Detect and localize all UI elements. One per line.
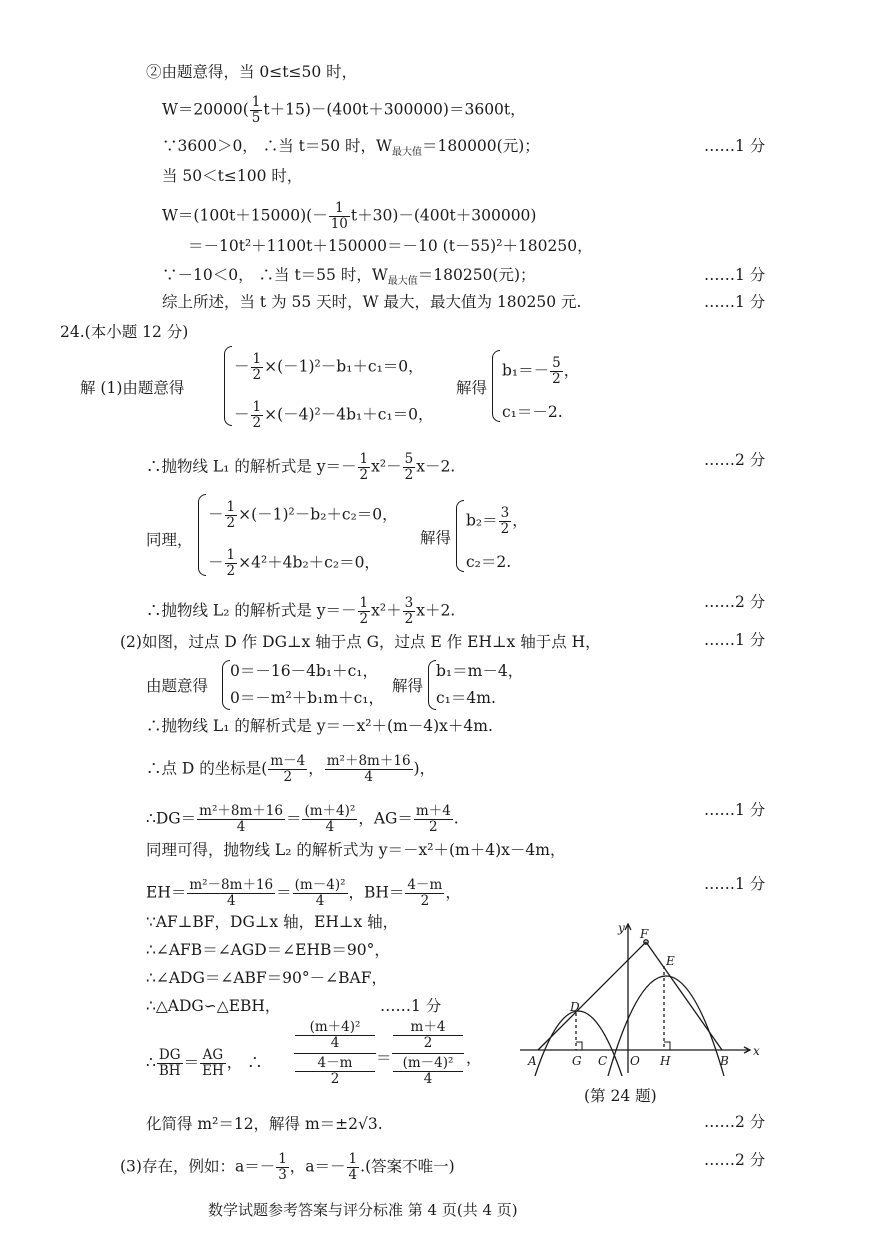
fraction (225, 500, 238, 531)
numerator: 1 (252, 351, 262, 367)
denominator: 2 (359, 611, 369, 627)
score-mark: ……1 分 (704, 875, 766, 893)
denominator: 10 (330, 216, 348, 232)
score-mark: ……2 分 (704, 451, 766, 469)
fraction (358, 596, 371, 627)
formula-text: ×(－4)²－4b₁＋c₁＝0， (264, 405, 434, 424)
formula-text: b₁＝－ (502, 361, 550, 380)
formula-line (146, 596, 455, 627)
label-d: D (570, 1000, 580, 1014)
denominator: 4 (364, 769, 373, 785)
formula-text: ×4²＋4b₂＋c₂＝0， (238, 553, 380, 572)
text-line: ∴△ADG∽△EBH， (146, 997, 281, 1015)
fraction (403, 596, 416, 627)
fraction (393, 1056, 463, 1087)
parabola-figure (510, 918, 760, 1078)
numerator: (m－4)² (393, 1056, 463, 1072)
solution-row: c₁＝－2. (502, 403, 563, 421)
text-line: 综上所述，当 t 为 55 天时，W 最大，最大值为 180250 元. (162, 293, 582, 311)
formula-text: ， (512, 511, 528, 530)
denominator: 3 (278, 1167, 287, 1183)
formula-line (162, 95, 526, 126)
formula-text: ，BH＝ (348, 883, 405, 902)
denominator: 5 (251, 110, 261, 126)
fraction (329, 201, 350, 232)
formula-text: x－2. (416, 457, 456, 476)
text-line: ∵AF⊥BF，DG⊥x 轴，EH⊥x 轴， (146, 913, 399, 931)
numerator: m²＋8m＋16 (199, 803, 283, 819)
text-line: 由题意得 (146, 677, 209, 695)
fraction (414, 804, 453, 835)
denominator: 2 (500, 521, 510, 537)
formula-text: ，AG＝ (358, 809, 413, 828)
formula-line (120, 1152, 455, 1183)
denominator: 4 (348, 1167, 358, 1183)
label-h: H (660, 1054, 671, 1068)
numerator: 1 (278, 1151, 287, 1167)
formula-text: )， (413, 759, 436, 778)
formula-line (162, 136, 540, 163)
denominator: 2 (404, 611, 414, 627)
right-angle-g (576, 1042, 582, 1050)
text-line: 解 (1)由题意得 (80, 379, 185, 397)
label-f: F (640, 927, 649, 941)
formula-line: 同理可得，抛物线 L₂ 的解析式为 y＝－x²＋(m＋4)x－4m， (146, 841, 566, 859)
formula-line (146, 804, 459, 835)
text-line: 解得 (392, 677, 424, 695)
formula-text: ×(－1)²－b₂＋c₂＝0， (238, 505, 398, 524)
numerator: 1 (348, 1151, 358, 1167)
fraction (197, 804, 285, 835)
label-b: B (720, 1054, 729, 1068)
equation-row: － $\frac{1}{2}$ ×(－4)²－4b₁＋c₁＝0， (234, 399, 434, 431)
denominator: 4 (226, 893, 236, 909)
denominator: 2 (359, 467, 369, 483)
formula-text: ×(－1)²－b₁＋c₁＝0， (264, 357, 424, 376)
numerator: 3 (404, 595, 414, 611)
numerator: 1 (329, 201, 350, 217)
fraction (393, 1020, 463, 1051)
formula-text: ， ∴ (226, 1053, 263, 1072)
formula-text: ， (445, 883, 461, 902)
formula-text: . (453, 809, 459, 828)
formula-text: EH＝ (146, 883, 187, 902)
fraction (295, 1020, 375, 1051)
text-line: 当 50＜t≤100 时， (162, 167, 303, 185)
denominator: 2 (429, 819, 438, 835)
text-line: 解得 (456, 379, 488, 397)
denominator: 4 (325, 819, 335, 835)
equation-row: － $\frac{1}{2}$ ×4²＋4b₂＋c₂＝0， (208, 547, 380, 579)
question-title: 24.(本小题 12 分) (60, 323, 189, 341)
main-fraction-bar (392, 1053, 464, 1054)
formula-text: ＝ (183, 1053, 200, 1072)
formula-text: ∴抛物线 L₁ 的解析式是 y＝－ (146, 457, 357, 476)
fraction (225, 548, 238, 579)
score-mark: ……1 分 (380, 997, 442, 1015)
numerator: 1 (226, 547, 236, 563)
fraction (302, 804, 357, 835)
formula-line: ＝－10t²＋1100t＋150000＝－10 (t－55)²＋180250， (188, 237, 593, 255)
score-mark: ……1 分 (704, 801, 766, 819)
fraction (157, 1048, 183, 1079)
formula-text: (3)存在，例如：a＝－ (120, 1157, 276, 1176)
numerator: (m－4)² (294, 877, 346, 893)
line-af (538, 942, 646, 1050)
left-brace (492, 350, 500, 422)
numerator: m²＋8m＋16 (326, 753, 411, 769)
ratio-equation (146, 1048, 263, 1079)
formula-text: ， (308, 759, 324, 778)
fraction (295, 1056, 375, 1087)
score-mark: ……2 分 (704, 1151, 766, 1169)
numerator: 3 (500, 505, 510, 521)
label-c: C (598, 1054, 608, 1068)
score-mark: ……1 分 (704, 266, 766, 284)
formula-text: ＝180000(元)； (421, 137, 540, 155)
formula-text: b₂＝ (466, 511, 498, 530)
formula-text: ∴抛物线 L₂ 的解析式是 y＝－ (146, 601, 357, 620)
formula-text: t＋15)－(400t＋300000)＝3600t， (263, 100, 526, 119)
formula-text: ∴DG＝ (146, 809, 197, 828)
compound-fraction-left (294, 1020, 376, 1087)
fraction (405, 878, 444, 909)
numerator: (m＋4)² (295, 1020, 375, 1036)
numerator: 1 (359, 451, 369, 467)
fraction (325, 754, 413, 785)
formula-text: t＋30)－(400t＋300000) (350, 206, 537, 225)
text-line: 同理， (146, 531, 193, 549)
label-a: A (528, 1054, 537, 1068)
label-o: O (630, 1054, 640, 1068)
fraction (499, 506, 512, 537)
numerator: m²－8m＋16 (189, 877, 274, 893)
denominator: 2 (404, 467, 414, 483)
figure-caption: (第 24 题) (584, 1087, 657, 1105)
denominator: 2 (252, 415, 262, 431)
score-mark: ……1 分 (704, 631, 766, 649)
numerator: AG (200, 1048, 226, 1064)
formula-line (146, 754, 435, 785)
equation-row: 0＝－m²＋b₁m＋c₁， (230, 689, 385, 707)
fraction (200, 1048, 226, 1079)
text-line: (2)如图，过点 D 作 DG⊥x 轴于点 G，过点 E 作 EH⊥x 轴于点 H， (120, 633, 601, 651)
text-line: ②由题意得，当 0≤t≤50 时， (146, 63, 358, 81)
formula-text: ∵3600＞0， ∴当 t＝50 时，W (162, 137, 392, 155)
left-brace (456, 500, 464, 572)
formula-text: ＝ (276, 883, 292, 902)
numerator: 1 (251, 94, 261, 110)
numerator: 4－m (295, 1056, 375, 1072)
equation-row: － $\frac{1}{2}$ ×(－1)²－b₁＋c₁＝0， (234, 351, 424, 383)
numerator: 5 (404, 451, 414, 467)
solution-row: c₁＝4m. (436, 689, 496, 707)
fraction (187, 878, 275, 909)
equation-row: － $\frac{1}{2}$ ×(－1)²－b₂＋c₂＝0， (208, 499, 398, 531)
denominator: 4 (423, 1071, 433, 1087)
fraction (550, 356, 563, 387)
formula-text: x＋2. (416, 601, 456, 620)
denominator: 2 (226, 515, 236, 531)
subscript: 最大值 (387, 276, 418, 288)
score-mark: ……1 分 (704, 137, 766, 155)
formula-text: .(答案不唯一) (360, 1157, 455, 1176)
denominator: 2 (420, 893, 430, 909)
fraction (293, 878, 348, 909)
solution-row: c₂＝2. (466, 553, 512, 571)
numerator: m＋4 (393, 1020, 463, 1036)
denominator: 2 (330, 1071, 340, 1087)
fraction (276, 1152, 289, 1183)
formula-line (162, 201, 536, 232)
solution-row (502, 356, 579, 387)
left-brace (222, 660, 230, 710)
numerator: (m＋4)² (304, 803, 356, 819)
formula-text: ∵－10＜0， ∴当 t＝55 时，W (162, 266, 388, 284)
denominator: 2 (226, 563, 236, 579)
fraction (250, 95, 263, 126)
score-mark: ……2 分 (704, 1113, 766, 1131)
denominator: 2 (283, 769, 293, 785)
fraction (251, 400, 264, 431)
compound-fraction-right (392, 1020, 464, 1087)
formula-text: ， (563, 361, 580, 380)
formula-line (146, 452, 455, 483)
numerator: 4－m (407, 877, 443, 893)
formula-text: ＝ (285, 809, 302, 828)
left-brace (428, 660, 436, 710)
formula-text: ＝180250(元)； (417, 266, 536, 284)
right-angle-h (664, 1042, 670, 1050)
numerator: 1 (252, 399, 262, 415)
fraction (268, 754, 307, 785)
fraction (251, 352, 264, 383)
formula-line: 化简得 m²＝12，解得 m＝±2√3. (146, 1115, 383, 1133)
numerator: 1 (226, 499, 236, 515)
denominator: EH (202, 1063, 224, 1079)
formula-line: ∴抛物线 L₁ 的解析式是 y＝－x²＋(m－4)x＋4m. (146, 717, 493, 735)
text-line: ∴∠ADG＝∠ABF＝90°－∠BAF， (146, 969, 387, 987)
formula-text: W＝20000( (162, 100, 249, 119)
formula-text: x²－ (371, 457, 402, 476)
fraction (358, 452, 371, 483)
formula-text: ， (466, 1049, 482, 1067)
page-footer: 数学试题参考答案与评分标准 第 4 页(共 4 页) (208, 1201, 518, 1219)
denominator: BH (158, 1063, 181, 1079)
text-line: ∴∠AFB＝∠AGD＝∠EHB＝90°， (146, 941, 390, 959)
formula-line (162, 265, 536, 292)
formula-text: W＝(100t＋15000)(－ (162, 206, 328, 225)
label-x: x (753, 1044, 760, 1058)
left-brace (198, 494, 206, 576)
numerator: m－4 (270, 753, 306, 769)
numerator: DG (157, 1048, 183, 1064)
formula-text: ＝ (376, 1049, 392, 1067)
main-fraction-bar (294, 1053, 376, 1054)
solution-row: b₁＝m－4， (436, 662, 524, 680)
denominator: 4 (236, 819, 246, 835)
formula-line (146, 878, 461, 909)
score-mark: ……1 分 (704, 293, 766, 311)
denominator: 2 (252, 367, 262, 383)
fraction (403, 452, 416, 483)
text-line: 解得 (420, 529, 452, 547)
formula-text: x²＋ (371, 601, 402, 620)
subscript: 最大值 (391, 147, 422, 159)
solution-row (466, 506, 528, 537)
left-brace (224, 346, 232, 426)
score-mark: ……2 分 (704, 593, 766, 611)
denominator: 4 (330, 1035, 340, 1051)
formula-text: ∴点 D 的坐标是( (146, 759, 268, 778)
label-y: y (618, 921, 625, 935)
equation-row: 0＝－16－4b₁＋c₁， (230, 662, 378, 680)
label-g: G (572, 1054, 582, 1068)
formula-text: ，a＝－ (289, 1157, 346, 1176)
numerator: 5 (552, 355, 561, 371)
denominator: 4 (315, 893, 325, 909)
fraction (347, 1152, 360, 1183)
line-bf (646, 942, 722, 1050)
formula-text: ∴ (146, 1053, 156, 1072)
label-e: E (666, 954, 675, 968)
denominator: 2 (552, 371, 561, 387)
numerator: 1 (359, 595, 369, 611)
numerator: m＋4 (415, 803, 451, 819)
denominator: 2 (423, 1035, 433, 1051)
